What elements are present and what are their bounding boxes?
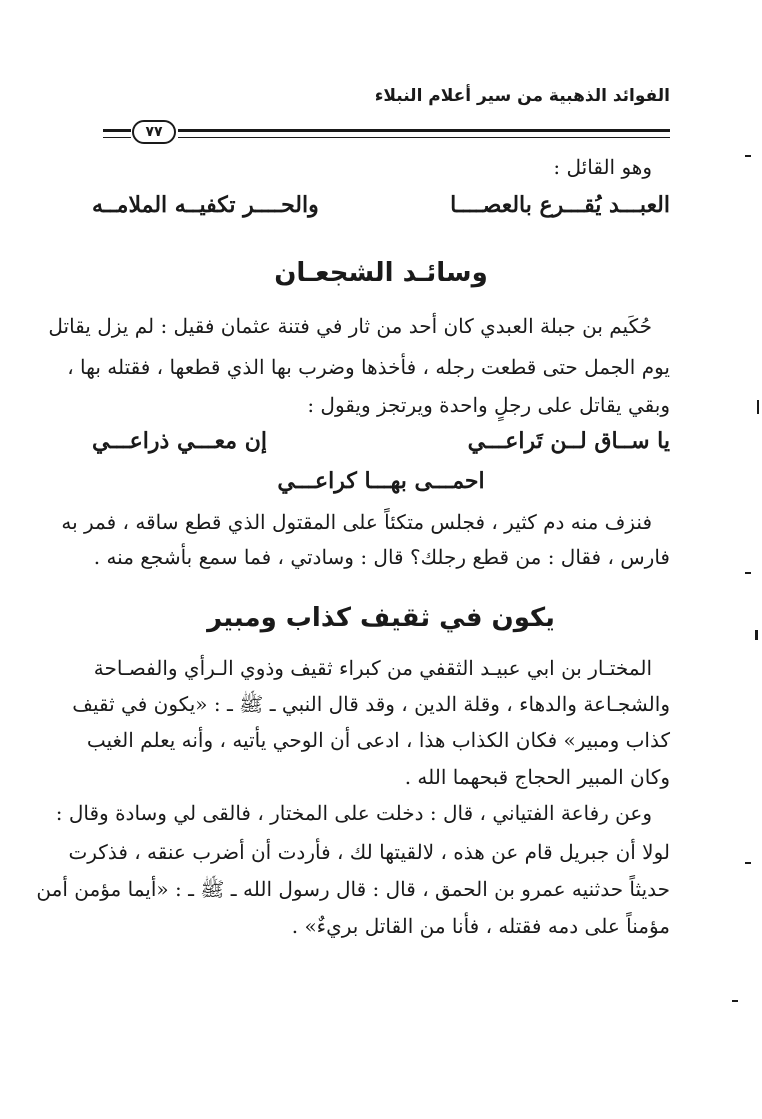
section-heading-pillows: وسائـد الشجعـان xyxy=(274,258,488,288)
paragraph-line: فنزف منه دم كثير ، فجلس متكئاً على المقتول الذي قطع ساقه ، فمر به xyxy=(61,510,652,534)
verse-hemistich-left: والحــــر تكفيــه الملامــه xyxy=(92,192,319,218)
section-heading-thaqif: يكون في ثقيف كذاب ومبير xyxy=(207,603,555,633)
verse-hemistich-right: يا ســاق لــن تَراعـــي xyxy=(467,428,670,454)
paragraph-line: والشجـاعة والدهاء ، وقلة الدين ، وقد قال النبي ـ ﷺ ـ : «يكون في ثقيف xyxy=(72,692,670,716)
paragraph-line: مؤمناً على دمه فقتله ، فأنا من القاتل بريءٌ» . xyxy=(291,914,670,938)
paragraph-line: المختـار بن ابي عبيـد الثقفي من كبراء ثقيف وذوي الـرأي والفصـاحة xyxy=(93,656,652,680)
header-rule-left-thin xyxy=(103,137,131,138)
scan-mark xyxy=(757,400,759,414)
header-rule xyxy=(178,129,670,132)
scan-mark xyxy=(732,1000,738,1002)
scan-mark xyxy=(745,862,751,864)
paragraph-line: يوم الجمل حتى قطعت رجله ، فأخذها وضرب بها الذي قطعها ، فقتله بها ، xyxy=(67,355,670,379)
paragraph-line: حُكَيم بن جبلة العبدي كان أحد من ثار في فتنة عثمان فقيل : لم يزل يقاتل xyxy=(48,314,652,338)
verse-hemistich-left: إن معـــي ذراعـــي xyxy=(92,428,267,454)
header-rule-left xyxy=(103,129,131,132)
scan-mark xyxy=(755,630,758,640)
scan-mark xyxy=(745,155,751,157)
verse-hemistich-right: العبـــد يُقـــرع بالعصــــا xyxy=(450,192,670,218)
paragraph-line: وكان المبير الحجاج قبحهما الله . xyxy=(404,765,670,789)
page-number: ٧٧ xyxy=(132,120,176,144)
paragraph-line: كذاب ومبير» فكان الكذاب هذا ، ادعى أن الوحي يأتيه ، وأنه يعلم الغيب xyxy=(86,728,670,752)
verse-line-center: احمـــى بهـــا كراعـــي xyxy=(277,468,485,494)
header-rule-thin xyxy=(178,137,670,138)
paragraph-line: فارس ، فقال : من قطع رجلك؟ قال : وسادتي ، فما سمع بأشجع منه . xyxy=(93,545,670,569)
paragraph-line: وعن رفاعة الفتياني ، قال : دخلت على المختار ، فالقى لي وسادة وقال : xyxy=(55,801,652,825)
running-title: الفوائد الذهبية من سير أعلام النبلاء xyxy=(374,86,670,106)
verse-intro: وهو القائل : xyxy=(553,155,652,179)
paragraph-line: حديثاً حدثنيه عمرو بن الحمق ، قال : قال رسول الله ـ ﷺ ـ : «أيما مؤمن أمن xyxy=(36,877,670,901)
paragraph-line: لولا أن جبريل قام عن هذه ، لالقيتها لك ، فأردت أن أضرب عنقه ، فذكرت xyxy=(68,840,670,864)
paragraph-line: وبقي يقاتل على رجلٍ واحدة ويرتجز ويقول : xyxy=(307,393,670,417)
scan-mark xyxy=(745,572,751,574)
